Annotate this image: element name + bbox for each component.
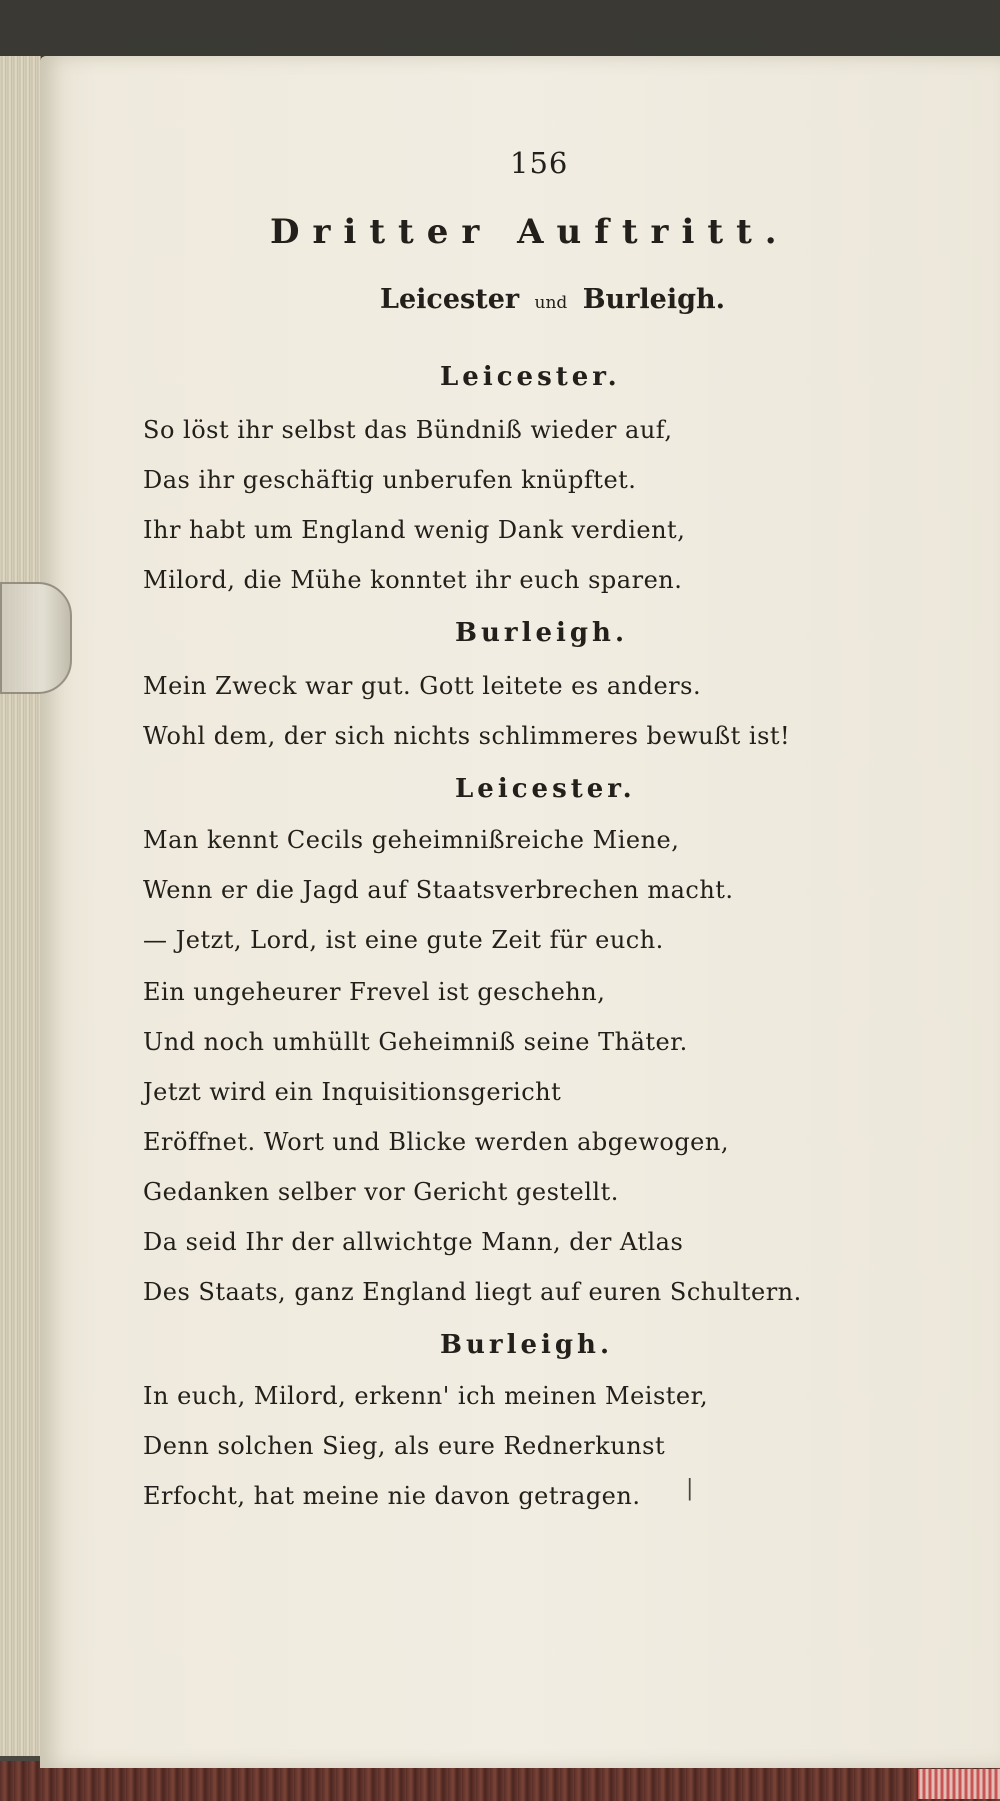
verse-line: So löst ihr selbst das Bündniß wieder auf, [143,416,673,444]
verse-line: Eröffnet. Wort und Blicke werden abgewogen, [143,1128,729,1156]
scene-characters [380,284,780,315]
verse-line: Erfocht, hat meine nie davon getragen. [143,1482,641,1510]
verse-line: Ein ungeheurer Frevel ist geschehn, [143,978,606,1006]
speaker-name: Burleigh. [455,618,629,648]
verse-line: Wohl dem, der sich nichts schlimmeres bewußt ist! [143,722,791,750]
verse-line: Man kennt Cecils geheimnißreiche Miene, [143,826,680,854]
verse-line: Des Staats, ganz England liegt auf euren Schultern. [143,1278,802,1306]
page-text [40,56,1000,1768]
speaker-name: Leicester. [455,774,636,804]
bookmark-ribbon [918,1769,1000,1799]
verse-line: Wenn er die Jagd auf Staatsverbrechen macht. [143,876,734,904]
book-page [40,56,1000,1768]
character-burleigh: Burleigh. [582,284,725,315]
verse-line: Denn solchen Sieg, als eure Rednerkunst [143,1432,666,1460]
speaker-name: Burleigh. [440,1330,614,1360]
character-leicester: Leicester [380,284,520,315]
verse-line: Jetzt wird ein Inquisitionsgericht [143,1078,562,1106]
speaker-name: Leicester. [440,362,621,392]
stray-ink-mark: | [686,1476,694,1501]
verse-line: Gedanken selber vor Gericht gestellt. [143,1178,619,1206]
bookmark-tab [0,582,72,694]
verse-line: — Jetzt, Lord, ist eine gute Zeit für euch. [143,926,664,954]
verse-line: Milord, die Mühe konntet ihr euch sparen. [143,566,683,594]
verse-line: In euch, Milord, erkenn' ich meinen Meister, [143,1382,709,1410]
page-number: 156 [510,146,569,180]
book-page-edges [0,56,41,1756]
verse-line: Mein Zweck war gut. Gott leitete es anders. [143,672,702,700]
scene-title: Dritter Auftritt. [270,212,790,252]
verse-line: Da seid Ihr der allwichtge Mann, der Atlas [143,1228,684,1256]
verse-line: Das ihr geschäftig unberufen knüpftet. [143,466,637,494]
verse-line: Ihr habt um England wenig Dank verdient, [143,516,686,544]
verse-line: Und noch umhüllt Geheimniß seine Thäter. [143,1028,688,1056]
character-connector: und [534,293,568,313]
